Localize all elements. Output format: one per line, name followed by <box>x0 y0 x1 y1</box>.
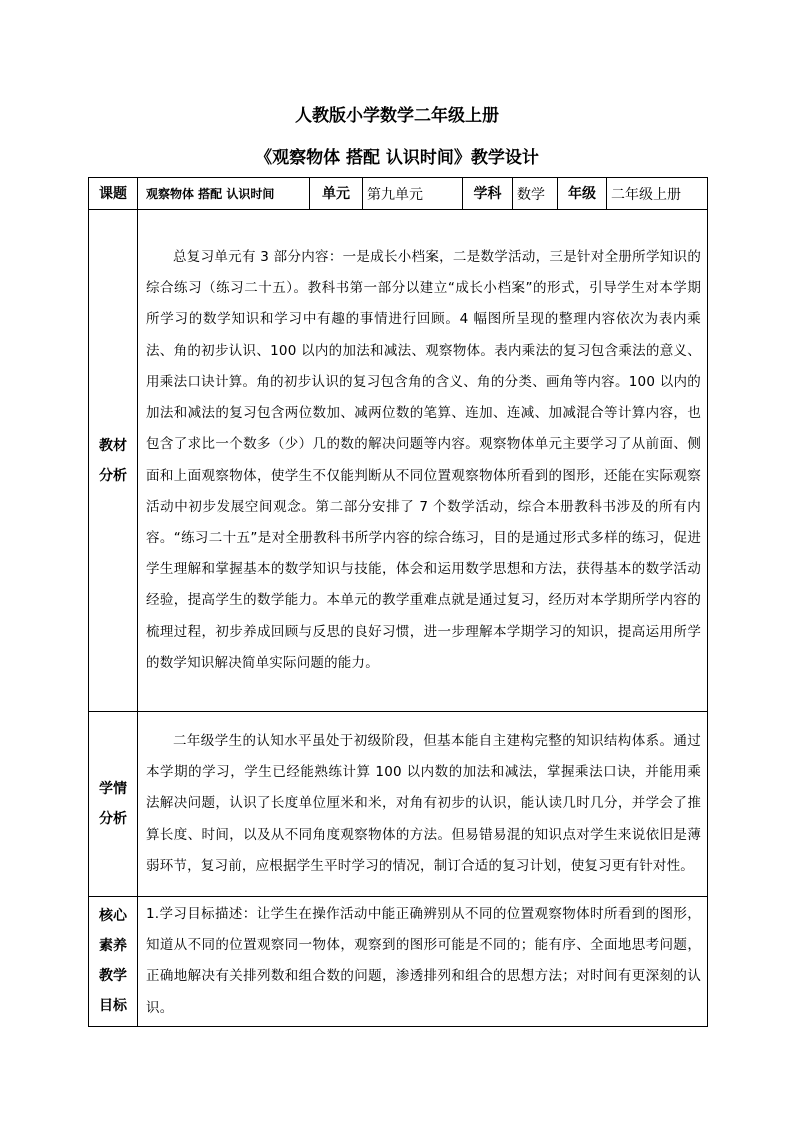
section-content <box>138 210 708 712</box>
section-content <box>138 712 708 897</box>
grade-value: 二年级上册 <box>611 186 682 203</box>
section-label-line: 学情 <box>99 781 127 797</box>
document-subtitle: 《观察物体 搭配 认识时间》教学设计 <box>255 148 539 168</box>
section-text: 1.学习目标描述：让学生在操作活动中能正确辨别从不同的位置观察物体时所看到的图形，知道从不同的位置观察同一物体，观察到的图形可能是不同的；能有序、全面地思考问题，正确地解决有关排列数和组合数的问题，渗透排列和组合的思想方法；对时间有更深刻的认识。 <box>146 906 702 1016</box>
section-label-line: 核心 <box>99 908 127 925</box>
section-label-line: 素养 <box>99 938 127 955</box>
section-label-line: 分析 <box>99 467 127 484</box>
topic-value: 观察物体 搭配 认识时间 <box>138 178 310 210</box>
unit-value: 第九单元 <box>363 178 463 210</box>
section-row-student-analysis <box>89 712 708 897</box>
section-text: 总复习单元有 3 部分内容：一是成长小档案，二是数学活动，三是针对全册所学知识的综合练习（练习二十五）。教科书第一部分以建立“成长小档案”的形式，引导学生对本学期所学习的数学知识和学习中有趣的事情进行回顾。4 幅图所呈现的整理内容依次为表内乘法、角的初步认识、100 以内的加法和减法、观察物体。表内乘法的复习包含乘法的意义、用乘法口诀计算。角的初步认识的复习包含角的含义、角的分类、画角等内容。100 以内的加法和减法的复习包含两位数加、减两位数的笔算、连加、连减、加减混合等计算内容，也包含了求比一个数多（少）几的数的解决问题等内容。观察物体单元主要学习了从前面、侧面和上面观察物体，使学生不仅能判断从不同位置观察物体所看到的图形，还能在实际观察活动中初步发展空间观念。第二部分安排了 7 个数学活动，综合本册教科书涉及的所有内容。“练习二十五”是对全册教科书所学内容的综合练习，目的是通过形式多样的练习，促进学生理解和掌握基本的数学知识与技能，体会和运用数学思想和方法，获得基本的数学活动经验，提高学生的数学能力。本单元的教学重难点就是通过复习，经历对本学期所学内容的梳理过程，初步养成回顾与反思的良好习惯，进一步理解本学期学习的知识，提高运用所学的数学知识解决简单实际问题的能力。 <box>146 249 702 671</box>
section-label-line: 教材 <box>99 437 127 454</box>
section-row-textbook-analysis <box>89 210 708 712</box>
section-label-line: 目标 <box>99 998 127 1015</box>
section-row-core-objectives <box>89 897 708 1027</box>
header-row <box>89 178 708 210</box>
section-label <box>89 897 138 1027</box>
grade-label: 年级 <box>558 178 607 209</box>
topic-label: 课题 <box>89 178 138 210</box>
subject-value: 数学 <box>513 178 558 210</box>
unit-label: 单元 <box>310 178 363 210</box>
section-content <box>138 897 708 1027</box>
section-label-line: 教学 <box>99 968 127 985</box>
document-title: 人教版小学数学二年级上册 <box>295 106 499 126</box>
section-text: 二年级学生的认知水平虽处于初级阶段，但基本能自主建构完整的知识结构体系。通过本学期的学习，学生已经能熟练计算 100 以内数的加法和减法，掌握乘法口诀，并能用乘法解决问题，认识了长度单位厘米和米，对角有初步的认识，能认读几时几分，并学会了推算长度、时间，以及从不同角度观察物体的方法。但易错易混的知识点对学生来说依旧是薄弱环节，复习前，应根据学生平时学习的情况，制订合适的复习计划，使复习更有针对性。 <box>146 732 702 874</box>
section-label <box>89 210 138 712</box>
subject-label: 学科 <box>463 178 513 210</box>
lesson-plan-table <box>88 177 708 1027</box>
section-label-line: 分析 <box>99 811 127 827</box>
section-label <box>89 712 138 897</box>
